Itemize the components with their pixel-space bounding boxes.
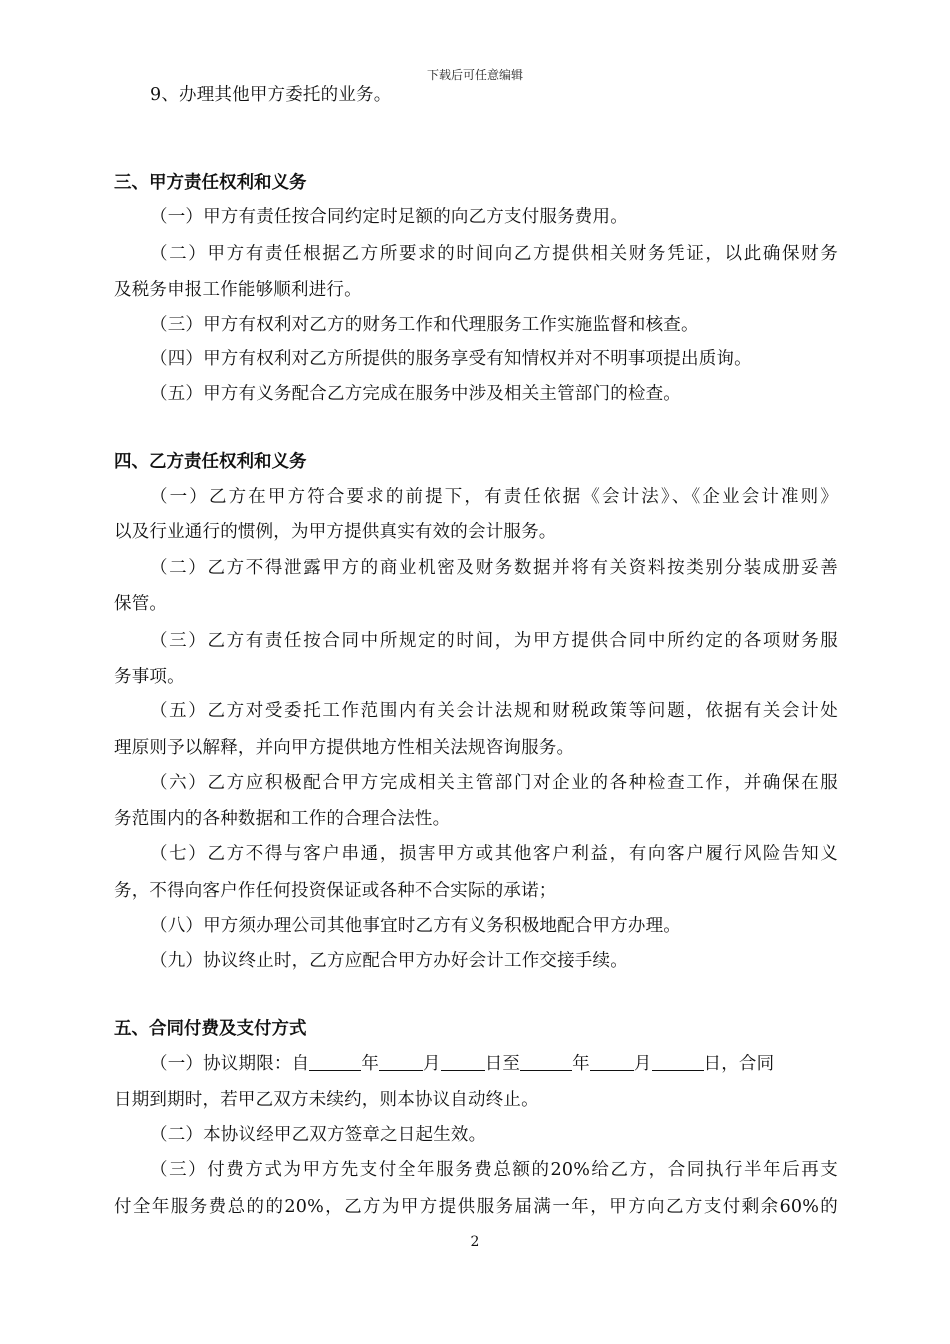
section-4-p5-line2: 理原则予以解释，并向甲方提供地方性相关法规咨询服务。 — [114, 738, 575, 758]
section-4-p1-line1: （一）乙方在甲方符合要求的前提下，有责任依据《会计法》、《企业会计准则》 — [150, 487, 838, 507]
section-4-p8: （八）甲方须办理公司其他事宜时乙方有义务积极地配合甲方办理。 — [150, 916, 681, 936]
section-3-p2-line1: （二）甲方有责任根据乙方所要求的时间向乙方提供相关财务凭证，以此确保财务 — [150, 244, 838, 264]
section-4-p5-line1: （五）乙方对受委托工作范围内有关会计法规和财税政策等问题，依据有关会计处 — [150, 701, 838, 721]
section-4-p7-line2: 务，不得向客户作任何投资保证或各种不合实际的承诺； — [114, 881, 557, 901]
section-4-p1-line2: 以及行业通行的惯例，为甲方提供真实有效的会计服务。 — [114, 522, 557, 542]
section-5-title: 五、合同付费及支付方式 — [114, 1019, 307, 1039]
section-4-p2-line2: 保管。 — [114, 594, 168, 614]
page-header: 下载后可任意编辑 — [426, 68, 523, 82]
section-5-p3-line1: （三）付费方式为甲方先支付全年服务费总额的20%给乙方，合同执行半年后再支 — [150, 1160, 838, 1180]
section-4-title: 四、乙方责任权利和义务 — [114, 452, 307, 472]
section-3-title: 三、甲方责任权利和义务 — [114, 173, 307, 193]
section-5-p2: （二）本协议经甲乙双方签章之日起生效。 — [150, 1125, 487, 1145]
section-3-p2-line2: 及税务申报工作能够顺利进行。 — [114, 280, 362, 300]
section-3-p3: （三）甲方有权利对乙方的财务工作和代理服务工作实施监督和核查。 — [150, 315, 699, 335]
section-4-p9: （九）协议终止时，乙方应配合甲方办好会计工作交接手续。 — [150, 951, 628, 971]
section-4-p7-line1: （七）乙方不得与客户串通，损害甲方或其他客户利益，有向客户履行风险告知义 — [150, 844, 838, 864]
term-prefix: （一）协议期限：自 — [150, 1054, 310, 1074]
section-4-p6-line1: （六）乙方应积极配合甲方完成相关主管部门对企业的各种检查工作，并确保在服 — [150, 773, 838, 793]
section-5-p1-line1 — [114, 1047, 838, 1081]
end-day-blank[interactable] — [652, 1052, 704, 1071]
end-year-blank[interactable] — [520, 1052, 572, 1071]
section-4-p2-line1: （二）乙方不得泄露甲方的商业机密及财务数据并将有关资料按类别分装成册妥善 — [150, 558, 838, 578]
section-3-p5: （五）甲方有义务配合乙方完成在服务中涉及相关主管部门的检查。 — [150, 384, 681, 404]
section-3-p4: （四）甲方有权利对乙方所提供的服务享受有知情权并对不明事项提出质询。 — [150, 349, 752, 369]
day-end-label: 日，合同 — [703, 1054, 775, 1074]
day-to-label: 日至 — [484, 1054, 521, 1074]
section-4-p3-line1: （三）乙方有责任按合同中所规定的时间，为甲方提供合同中所约定的各项财务服 — [150, 631, 838, 651]
start-month-blank[interactable] — [379, 1052, 423, 1071]
page-number: 2 — [470, 1234, 480, 1250]
section-5-p1-line2: 日期到期时，若甲乙双方未续约，则本协议自动终止。 — [114, 1090, 539, 1110]
year-label-1: 年 — [361, 1054, 380, 1074]
month-label-2: 月 — [633, 1054, 652, 1074]
start-year-blank[interactable] — [309, 1052, 361, 1071]
start-day-blank[interactable] — [441, 1052, 485, 1071]
section-5-p3-line2: 付全年服务费总的的20%，乙方为甲方提供服务届满一年，甲方向乙方支付剩余60%的 — [114, 1197, 838, 1217]
item-9: 9、办理其他甲方委托的业务。 — [150, 85, 392, 105]
section-4-p6-line2: 务范围内的各种数据和工作的合理合法性。 — [114, 809, 451, 829]
section-4-p3-line2: 务事项。 — [114, 667, 185, 687]
month-label-1: 月 — [423, 1054, 441, 1074]
section-3-p1: （一）甲方有责任按合同约定时足额的向乙方支付服务费用。 — [150, 207, 628, 227]
year-label-2: 年 — [572, 1054, 590, 1074]
end-month-blank[interactable] — [590, 1052, 634, 1071]
